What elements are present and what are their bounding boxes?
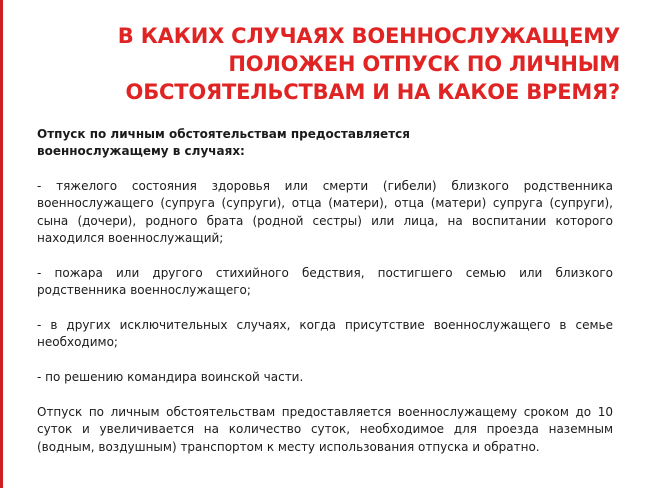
- intro-paragraph: [37, 126, 613, 161]
- title-line: ОБСТОЯТЕЛЬСТВАМ И НА КАКОЕ ВРЕМЯ?: [125, 80, 620, 104]
- intro-line: военнослужащему в случаях:: [37, 144, 245, 159]
- title-line: В КАКИХ СЛУЧАЯХ ВОЕННОСЛУЖАЩЕМУ: [117, 24, 620, 48]
- case-item: - тяжелого состояния здоровья или смерти (гибели) близкого родственника военнослужащего (супруга (супруги), отца (матери), отца (матери) супруга (супруги), сына (дочери), родного брата (родной сестры) или лица, на воспитании которого находился военнослужащий;: [37, 178, 613, 246]
- document-body: [37, 126, 613, 456]
- case-item: - по решению командира воинской части.: [37, 370, 304, 385]
- left-accent-bar: [0, 0, 3, 488]
- case-item: - в других исключительных случаях, когда присутствие военнослужащего в семье необходимо;: [37, 318, 613, 350]
- title-line: ПОЛОЖЕН ОТПУСК ПО ЛИЧНЫМ: [228, 52, 620, 76]
- case-item: - пожара или другого стихийного бедствия, постигшего семью или близкого родственника военнослужащего;: [37, 265, 613, 298]
- intro-line: Отпуск по личным обстоятельствам предоставляется: [37, 127, 410, 141]
- conclusion-paragraph: Отпуск по личным обстоятельствам предоставляется военнослужащему сроком до 10 суток и увеличивается на количество суток, необходимое для проезда наземным (водным, воздушным) транспортом к месту использования отпуска и обратно.: [37, 405, 613, 454]
- page-title: [40, 22, 620, 106]
